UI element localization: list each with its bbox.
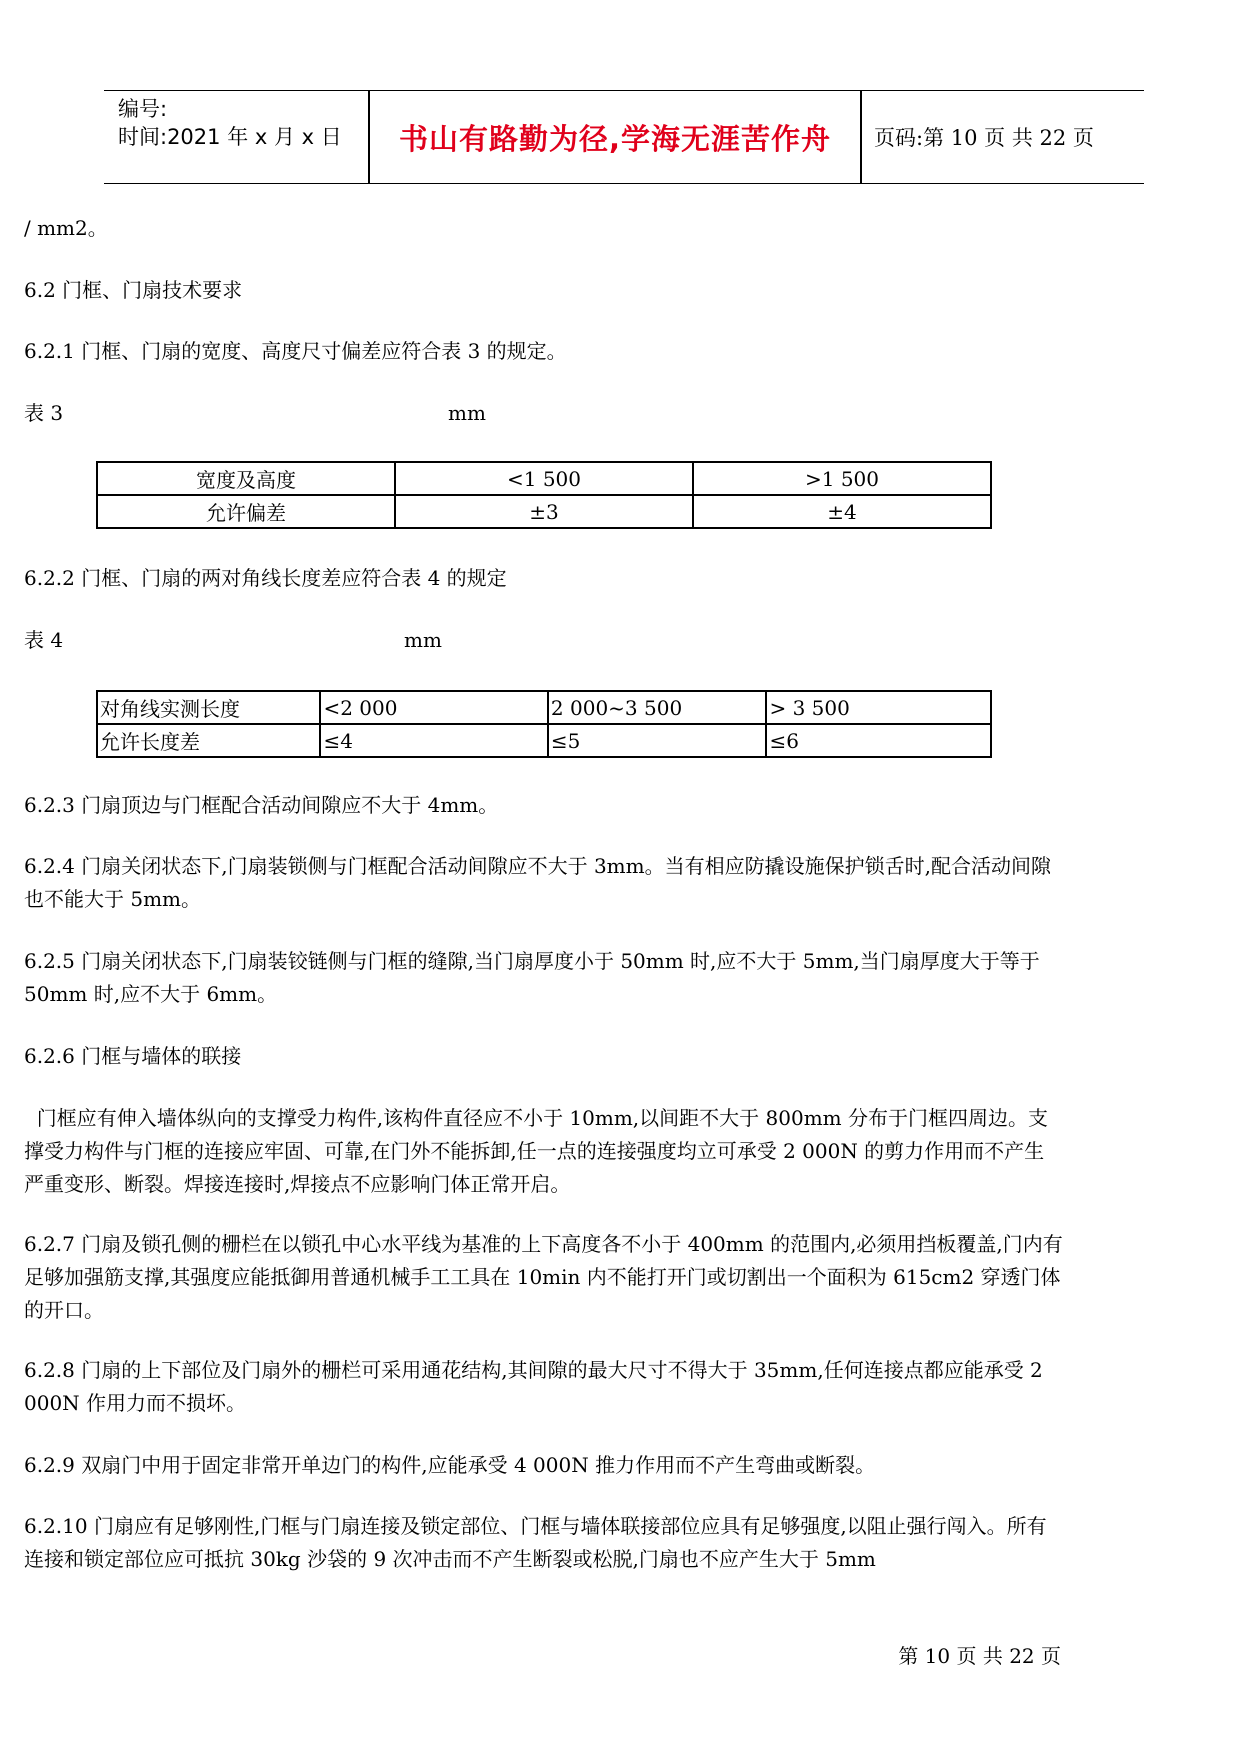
paragraph: 门框应有伸入墙体纵向的支撑受力构件,该构件直径应不小于 10mm,以间距不大于 800mm 分布于门框四周边。支撑受力构件与门框的连接应牢固、可靠,在门外不能拆卸,任一点的连接强度均立可承受 2 000N 的剪力作用而不产生严重变形、断裂。焊接连接时,焊接点不应影响门体正常开启。 xyxy=(24,1106,1048,1196)
page-header xyxy=(104,90,1144,184)
number-label: 编号: xyxy=(118,97,168,121)
table-cell: >1 500 xyxy=(693,462,991,495)
table-cell: ≤5 xyxy=(548,724,767,757)
table-cell: 对角线实测长度 xyxy=(97,691,320,724)
table-cell: 允许长度差 xyxy=(97,724,320,757)
table-cell: ±4 xyxy=(693,495,991,528)
paragraph: 6.2.7 门扇及锁孔侧的栅栏在以锁孔中心水平线为基准的上下高度各不小于 400mm 的范围内,必须用挡板覆盖,门内有足够加强筋支撑,其强度应能抵御用普通机械手工工具在 10min 内不能打开门或切割出一个面积为 615cm2 穿透门体的开口。 xyxy=(24,1232,1063,1322)
paragraph: 6.2.1 门框、门扇的宽度、高度尺寸偏差应符合表 3 的规定。 xyxy=(24,339,567,363)
header-motto: 书山有路勤为径,学海无涯苦作舟 xyxy=(398,121,832,156)
table-row xyxy=(97,724,991,757)
header-divider xyxy=(860,91,862,183)
time-label: 时间:2021 年 x 月 x 日 xyxy=(118,125,342,149)
paragraph: 6.2.10 门扇应有足够刚性,门框与门扇连接及锁定部位、门框与墙体联接部位应具有足够强度,以阻止强行闯入。所有连接和锁定部位应可抵抗 30kg 沙袋的 9 次冲击而不产生断裂或松脱,门扇也不应产生大于 5mm xyxy=(24,1514,1047,1571)
table-cell: ≤6 xyxy=(766,724,991,757)
table-cell: 允许偏差 xyxy=(97,495,395,528)
table-cell: <2 000 xyxy=(320,691,547,724)
paragraph: 6.2.5 门扇关闭状态下,门扇装铰链侧与门框的缝隙,当门扇厚度小于 50mm 时,应不大于 5mm,当门扇厚度大于等于 50mm 时,应不大于 6mm。 xyxy=(24,949,1040,1006)
table-row xyxy=(97,462,991,495)
table3-unit: mm xyxy=(448,401,486,425)
table-cell: ≤4 xyxy=(320,724,547,757)
header-page-info: 页码:第 10 页 共 22 页 xyxy=(874,126,1094,150)
table-3 xyxy=(96,461,992,529)
header-meta xyxy=(118,95,342,151)
section-heading: 6.2 门框、门扇技术要求 xyxy=(24,278,243,302)
table3-caption: 表 3 xyxy=(24,401,64,425)
table-row xyxy=(97,495,991,528)
table4-unit: mm xyxy=(404,628,442,652)
table-cell: 宽度及高度 xyxy=(97,462,395,495)
table4-caption: 表 4 xyxy=(24,628,64,652)
table-4 xyxy=(96,690,992,758)
table-cell: <1 500 xyxy=(395,462,693,495)
section-heading: 6.2.6 门框与墙体的联接 xyxy=(24,1044,242,1068)
paragraph: 6.2.8 门扇的上下部位及门扇外的栅栏可采用通花结构,其间隙的最大尺寸不得大于 35mm,任何连接点都应能承受 2 000N 作用力而不损坏。 xyxy=(24,1358,1043,1415)
paragraph: 6.2.4 门扇关闭状态下,门扇装锁侧与门框配合活动间隙应不大于 3mm。当有相应防撬设施保护锁舌时,配合活动间隙也不能大于 5mm。 xyxy=(24,854,1051,911)
table-cell: 2 000~3 500 xyxy=(548,691,767,724)
paragraph: 6.2.2 门框、门扇的两对角线长度差应符合表 4 的规定 xyxy=(24,566,507,590)
paragraph: 6.2.3 门扇顶边与门框配合活动间隙应不大于 4mm。 xyxy=(24,793,499,817)
paragraph: 6.2.9 双扇门中用于固定非常开单边门的构件,应能承受 4 000N 推力作用而不产生弯曲或断裂。 xyxy=(24,1453,876,1477)
table-cell: > 3 500 xyxy=(766,691,991,724)
table-cell: ±3 xyxy=(395,495,693,528)
table-row xyxy=(97,691,991,724)
page-footer: 第 10 页 共 22 页 xyxy=(898,1644,1061,1668)
paragraph: / mm2。 xyxy=(24,216,108,240)
